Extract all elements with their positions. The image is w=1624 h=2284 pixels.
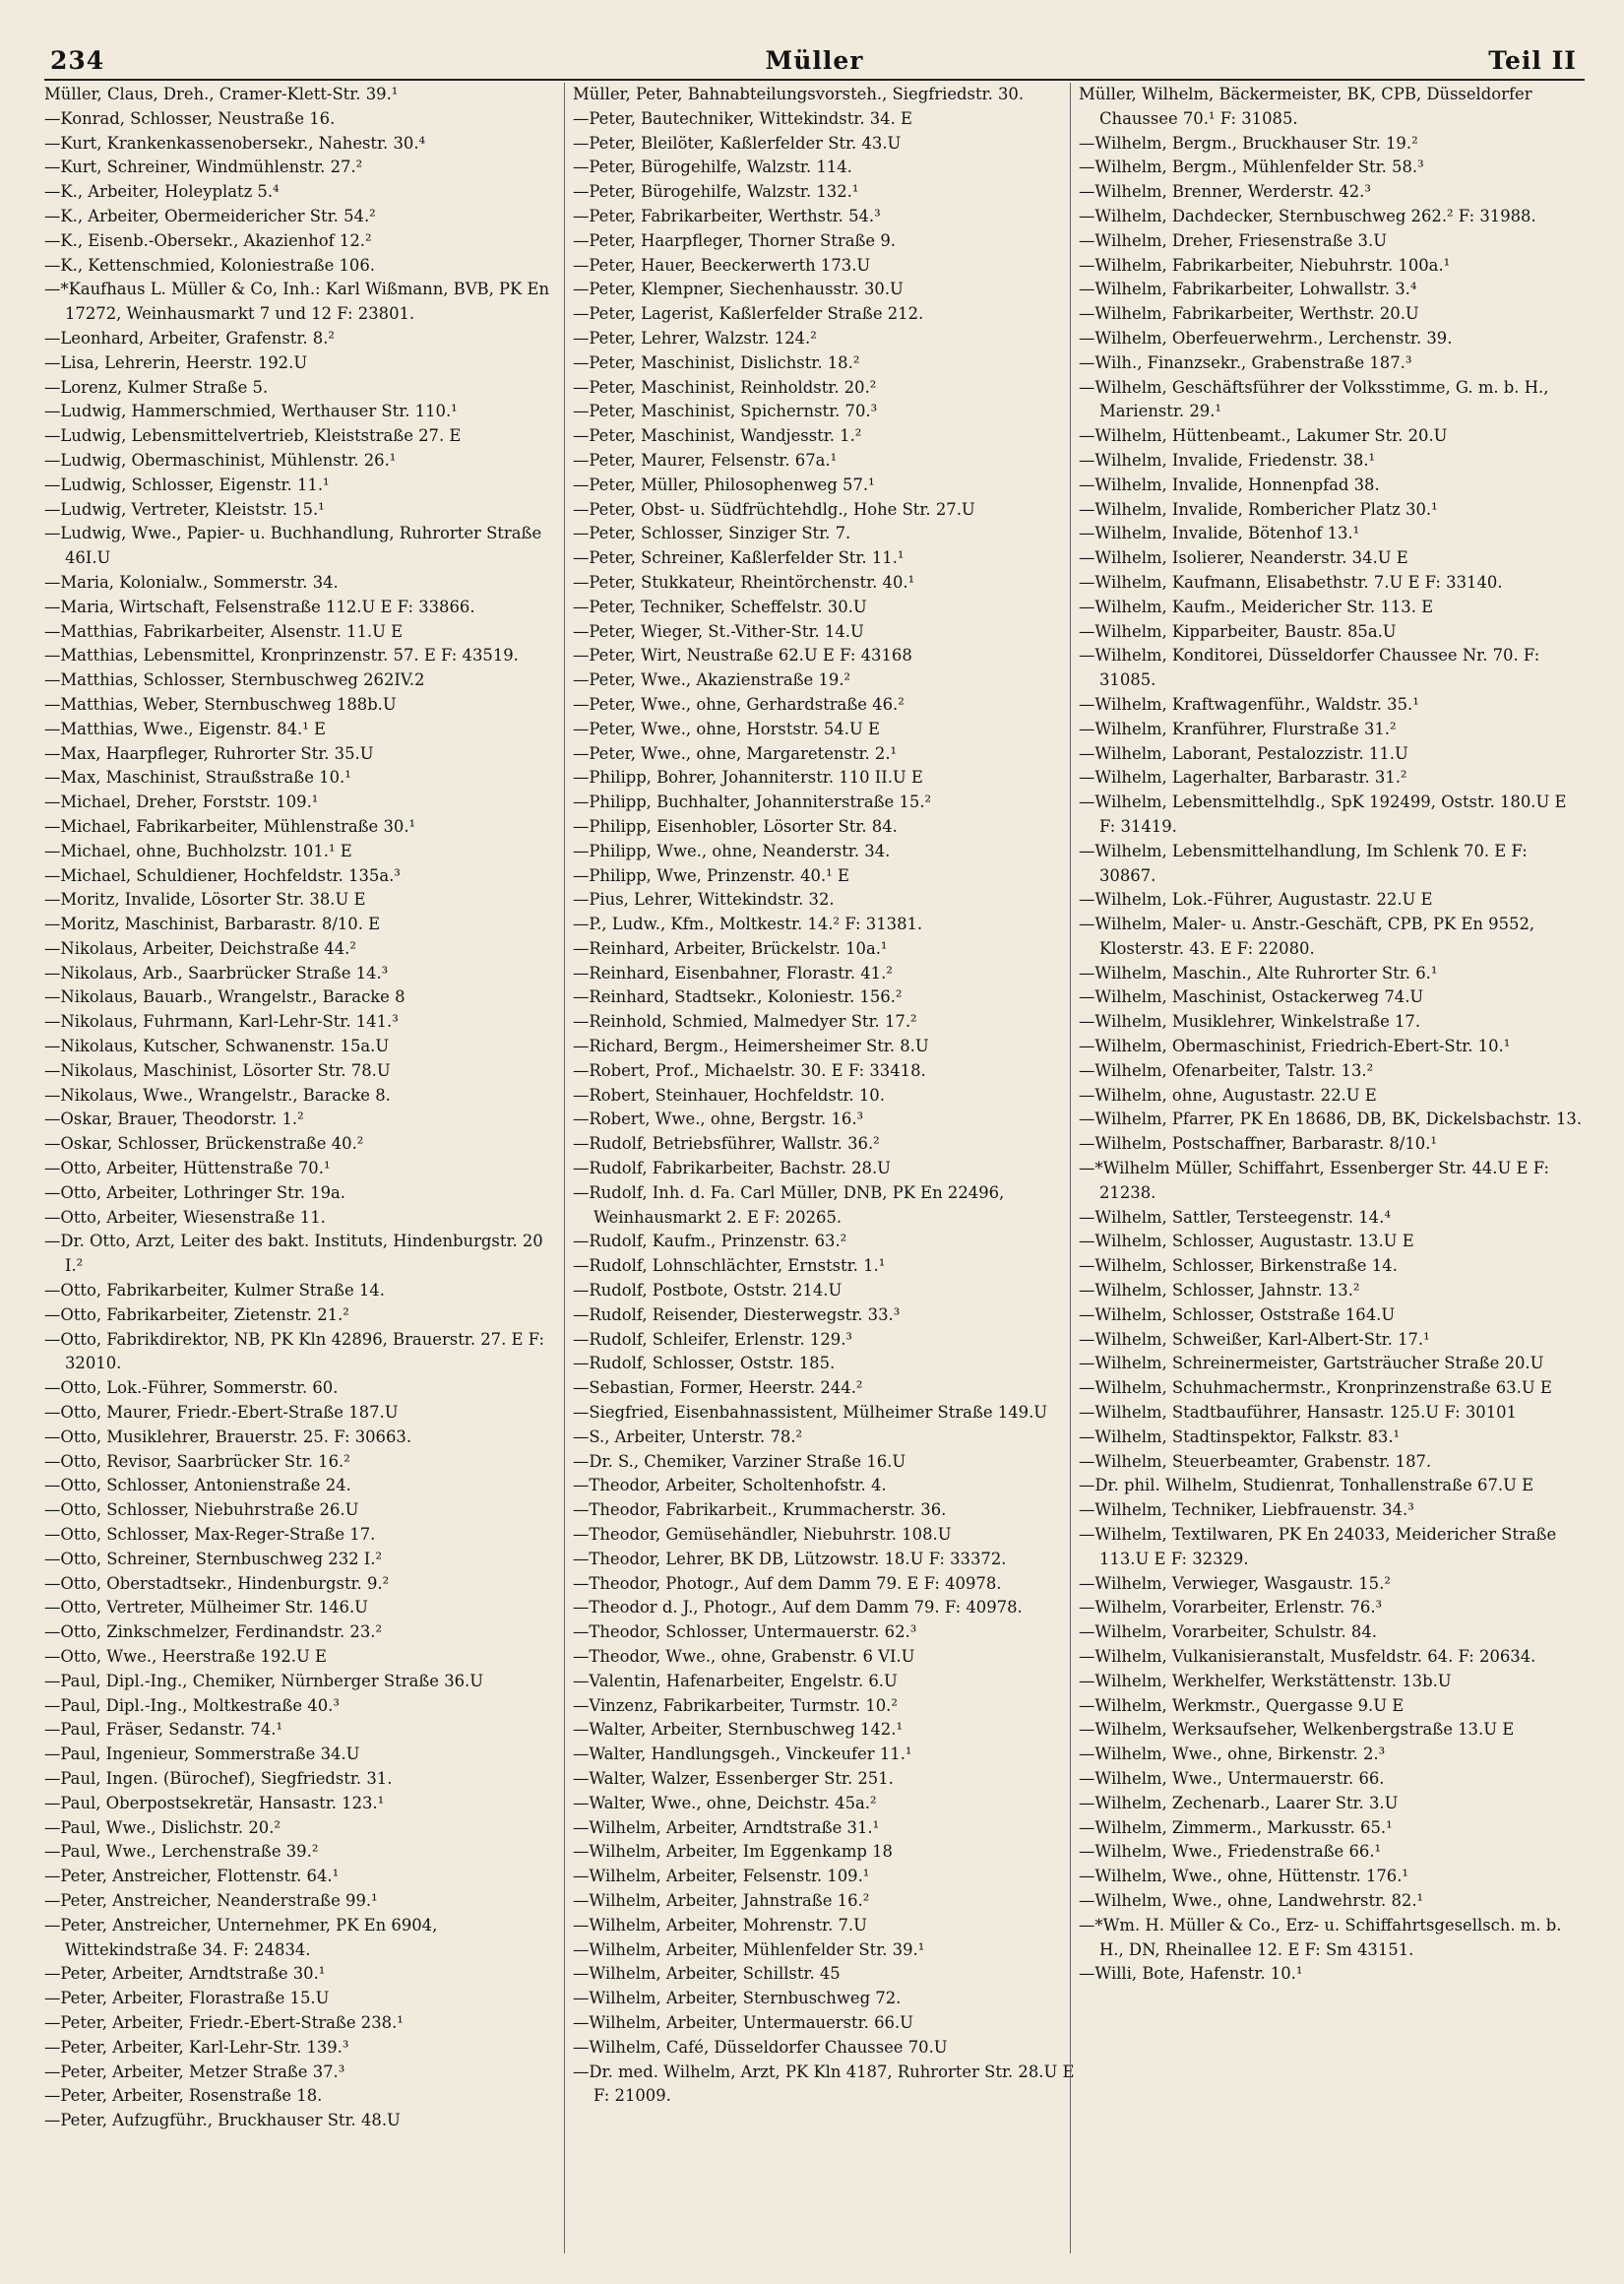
directory-entry: —Otto, Oberstadtsekr., Hindenburgstr. 9.² — [44, 1573, 390, 1593]
directory-entry: —Maria, Kolonialw., Sommerstr. 34. — [44, 572, 339, 592]
directory-entry: —Wilhelm, Kaufmann, Elisabethstr. 7.U E F: 33140. — [1079, 572, 1503, 592]
directory-entry: —Wilhelm, Brenner, Werderstr. 42.³ — [1079, 182, 1371, 202]
directory-entry: —Philipp, Wwe., ohne, Neanderstr. 34. — [573, 841, 891, 860]
directory-entry: —Otto, Schlosser, Antonienstraße 24. — [44, 1476, 351, 1495]
directory-entry: —Wilhelm, Werksaufseher, Welkenbergstraße 13.U E — [1079, 1720, 1515, 1740]
directory-entry: —Wilhelm, Lagerhalter, Barbarastr. 31.² — [1079, 768, 1407, 788]
directory-entry: —Matthias, Schlosser, Sternbuschweg 262IV.2 — [44, 670, 425, 690]
directory-entry: —Wilhelm, Stadtbauführer, Hansastr. 125.U F: 30101 — [1079, 1403, 1517, 1423]
directory-entry: —Peter, Wwe., ohne, Horststr. 54.U E — [573, 719, 880, 738]
directory-entry: —Dr. S., Chemiker, Varziner Straße 16.U — [573, 1451, 906, 1471]
directory-entry: —Otto, Arbeiter, Hüttenstraße 70.¹ — [44, 1159, 331, 1178]
directory-entry: —Wilhelm, ohne, Augustastr. 22.U E — [1079, 1085, 1377, 1105]
directory-entry: —Peter, Fabrikarbeiter, Werthstr. 54.³ — [573, 206, 881, 225]
directory-entry: —Peter, Maschinist, Reinholdstr. 20.² — [573, 377, 877, 397]
directory-entry: —S., Arbeiter, Unterstr. 78.² — [573, 1427, 803, 1446]
directory-entry: —Wilhelm, Schlosser, Birkenstraße 14. — [1079, 1256, 1398, 1276]
directory-entry: —Otto, Lok.-Führer, Sommerstr. 60. — [44, 1378, 339, 1398]
directory-entry: —Walter, Arbeiter, Sternbuschweg 142.¹ — [573, 1720, 904, 1740]
page-number: 234 — [50, 46, 105, 75]
directory-entry: —Paul, Dipl.-Ing., Chemiker, Nürnberger Straße 36.U — [44, 1671, 484, 1690]
directory-entry: —Peter, Wwe., ohne, Gerhardstraße 46.² — [573, 694, 905, 714]
directory-entry: —Otto, Musiklehrer, Brauerstr. 25. F: 30663. — [44, 1427, 412, 1446]
directory-entry: —Wilhelm, Textilwaren, PK En 24033, Meidericher Straße 113.U E F: 32329. — [1079, 1525, 1557, 1568]
directory-entry: —Wilhelm, Wwe., ohne, Hüttenstr. 176.¹ — [1079, 1867, 1408, 1886]
directory-entry: —Ludwig, Vertreter, Kleiststr. 15.¹ — [44, 499, 325, 519]
directory-entry: —Rudolf, Kaufm., Prinzenstr. 63.² — [573, 1232, 847, 1251]
directory-entry: —Wilhelm, Isolierer, Neanderstr. 34.U E — [1079, 548, 1408, 568]
directory-entry: Müller, Wilhelm, Bäckermeister, BK, CPB, Düsseldorfer Chaussee 70.¹ F: 31085. — [1079, 85, 1532, 128]
column-right — [1070, 83, 1584, 2253]
directory-entry: —Lisa, Lehrerin, Heerstr. 192.U — [44, 352, 308, 372]
directory-entry: —Moritz, Invalide, Lösorter Str. 38.U E — [44, 890, 366, 910]
directory-entry: —Wilhelm, Arbeiter, Untermauerstr. 66.U — [573, 2012, 913, 2032]
directory-entry: —Walter, Handlungsgeh., Vinckeufer 11.¹ — [573, 1745, 912, 1764]
directory-entry: —Philipp, Wwe, Prinzenstr. 40.¹ E — [573, 865, 849, 885]
directory-entry: —Wilhelm, Invalide, Bötenhof 13.¹ — [1079, 524, 1360, 543]
directory-entry: —Wilhelm, Bergm., Bruckhauser Str. 19.² — [1079, 133, 1418, 153]
directory-entry: —Paul, Ingenieur, Sommerstraße 34.U — [44, 1745, 360, 1764]
directory-entry: Müller, Claus, Dreh., Cramer-Klett-Str. 39.¹ — [44, 85, 399, 103]
directory-entry: —*Kaufhaus L. Müller & Co, Inh.: Karl Wißmann, BVB, PK En 17272, Weinhausmarkt 7 und 12 F: 23801. — [44, 280, 550, 324]
directory-entry: —Peter, Bürogehilfe, Walzstr. 114. — [573, 158, 852, 177]
directory-entry: —Peter, Schreiner, Kaßlerfelder Str. 11.¹ — [573, 548, 905, 568]
directory-entry: —Peter, Wwe., ohne, Margaretenstr. 2.¹ — [573, 743, 898, 763]
directory-entry: —Otto, Wwe., Heerstraße 192.U E — [44, 1647, 327, 1666]
directory-entry: —Otto, Fabrikdirektor, NB, PK Kln 42896, Brauerstr. 27. E F: 32010. — [44, 1329, 544, 1373]
directory-entry: —Peter, Arbeiter, Rosenstraße 18. — [44, 2086, 323, 2106]
directory-entry: —Rudolf, Lohnschlächter, Ernststr. 1.¹ — [573, 1256, 886, 1276]
directory-entry: —Otto, Fabrikarbeiter, Kulmer Straße 14. — [44, 1281, 385, 1301]
directory-entry: —Vinzenz, Fabrikarbeiter, Turmstr. 10.² — [573, 1695, 898, 1715]
directory-entry: —Theodor d. J., Photogr., Auf dem Damm 79. F: 40978. — [573, 1598, 1023, 1618]
directory-entry: —Wilhelm, Zimmerm., Markusstr. 65.¹ — [1079, 1817, 1393, 1837]
directory-entry: —Wilhelm, Arbeiter, Mohrenstr. 7.U — [573, 1915, 867, 1935]
directory-entry: —Peter, Techniker, Scheffelstr. 30.U — [573, 597, 867, 616]
directory-entry: —Kurt, Krankenkassenobersekr., Nahestr. 30.⁴ — [44, 133, 426, 153]
directory-entry: —Peter, Maschinist, Wandjesstr. 1.² — [573, 426, 862, 446]
directory-entry: —Max, Haarpfleger, Ruhrorter Str. 35.U — [44, 743, 374, 763]
directory-entry: —Michael, Schuldiener, Hochfeldstr. 135a.³ — [44, 865, 401, 885]
directory-entry: —Peter, Arbeiter, Karl-Lehr-Str. 139.³ — [44, 2037, 349, 2057]
directory-entry: —K., Arbeiter, Obermeidericher Str. 54.² — [44, 206, 376, 225]
directory-entry: —*Wilhelm Müller, Schiffahrt, Essenberger Str. 44.U E F: 21238. — [1079, 1159, 1550, 1202]
directory-entry: —Wilhelm, Maler- u. Anstr.-Geschäft, CPB, PK En 9552, Klosterstr. 43. E F: 22080. — [1079, 915, 1535, 958]
directory-entry: —Peter, Müller, Philosophenweg 57.¹ — [573, 475, 875, 494]
directory-entry: —Wilhelm, Oberfeuerwehrm., Lerchenstr. 39. — [1079, 328, 1453, 348]
directory-entry: —Wilhelm, Dreher, Friesenstraße 3.U — [1079, 230, 1388, 250]
directory-entry: —Rudolf, Fabrikarbeiter, Bachstr. 28.U — [573, 1159, 891, 1178]
directory-entry: —Sebastian, Former, Heerstr. 244.² — [573, 1378, 863, 1398]
directory-entry: —Matthias, Wwe., Eigenstr. 84.¹ E — [44, 719, 326, 738]
directory-entry: —Wilhelm, Techniker, Liebfrauenstr. 34.³ — [1079, 1500, 1414, 1520]
directory-entry: —Rudolf, Inh. d. Fa. Carl Müller, DNB, PK En 22496, Weinhausmarkt 2. E F: 20265. — [573, 1182, 1005, 1227]
directory-entry: —Rudolf, Postbote, Oststr. 214.U — [573, 1281, 843, 1301]
directory-entry: —Wilhelm, Steuerbeamter, Grabenstr. 187. — [1079, 1451, 1432, 1471]
directory-entry: —Wilhelm, Arbeiter, Jahnstraße 16.² — [573, 1890, 870, 1910]
directory-entry: —Wilhelm, Fabrikarbeiter, Werthstr. 20.U — [1079, 304, 1419, 324]
directory-entry: —Wilhelm, Maschinist, Ostackerweg 74.U — [1079, 987, 1424, 1007]
directory-entry: —Wilhelm, Lok.-Führer, Augustastr. 22.U E — [1079, 890, 1433, 910]
directory-entry: —Wilhelm, Arbeiter, Sternbuschweg 72. — [573, 1989, 902, 2008]
directory-entry: —Wilhelm, Arbeiter, Schillstr. 45 — [573, 1964, 841, 1984]
directory-entry: —Wilhelm, Arbeiter, Felsenstr. 109.¹ — [573, 1867, 870, 1886]
directory-entry: —Nikolaus, Arb., Saarbrücker Straße 14.³ — [44, 963, 389, 983]
directory-entry: —Peter, Anstreicher, Neanderstraße 99.¹ — [44, 1890, 378, 1910]
directory-entry: —Otto, Schlosser, Max-Reger-Straße 17. — [44, 1525, 376, 1545]
directory-entry: —Dr. Otto, Arzt, Leiter des bakt. Instituts, Hindenburgstr. 20 I.² — [44, 1232, 543, 1276]
directory-entry: —Theodor, Wwe., ohne, Grabenstr. 6 VI.U — [573, 1647, 915, 1666]
directory-entry: —Rudolf, Schlosser, Oststr. 185. — [573, 1354, 836, 1373]
directory-entry: —Wilhelm, Wwe., ohne, Birkenstr. 2.³ — [1079, 1745, 1386, 1764]
directory-entry: —Reinhard, Eisenbahner, Florastr. 41.² — [573, 963, 893, 983]
directory-entry: —Michael, Fabrikarbeiter, Mühlenstraße 30.¹ — [44, 816, 416, 836]
directory-entry: —Rudolf, Schleifer, Erlenstr. 129.³ — [573, 1329, 852, 1349]
directory-entry: —K., Eisenb.-Obersekr., Akazienhof 12.² — [44, 230, 372, 250]
directory-entry: —Theodor, Arbeiter, Scholtenhofstr. 4. — [573, 1476, 887, 1495]
directory-entry: —Philipp, Bohrer, Johanniterstr. 110 II.U E — [573, 768, 923, 788]
directory-entry: —Wilhelm, Musiklehrer, Winkelstraße 17. — [1079, 1012, 1421, 1032]
directory-entry: —Wilhelm, Vorarbeiter, Schulstr. 84. — [1079, 1622, 1377, 1642]
directory-entry: —Wilhelm, Kaufm., Meidericher Str. 113. E — [1079, 597, 1434, 616]
directory-entry: —Wilhelm, Postschaffner, Barbarastr. 8/10.¹ — [1079, 1134, 1437, 1154]
directory-entry: —Nikolaus, Wwe., Wrangelstr., Baracke 8. — [44, 1085, 391, 1105]
directory-entry: —Rudolf, Betriebsführer, Wallstr. 36.² — [573, 1134, 880, 1154]
directory-entry: —Paul, Wwe., Lerchenstraße 39.² — [44, 1842, 319, 1862]
directory-entry: —Paul, Ingen. (Bürochef), Siegfriedstr. 31. — [44, 1768, 393, 1788]
directory-entry: —Wilhelm, Arbeiter, Arndtstraße 31.¹ — [573, 1817, 880, 1837]
directory-entry: —Wilhelm, Arbeiter, Mühlenfelder Str. 39.¹ — [573, 1939, 925, 1959]
directory-entry: —Peter, Stukkateur, Rheintörchenstr. 40.¹ — [573, 572, 915, 592]
directory-entry: —Wilhelm, Verwieger, Wasgaustr. 15.² — [1079, 1573, 1391, 1593]
directory-entry: —Peter, Obst- u. Südfrüchtehdlg., Hohe Str. 27.U — [573, 499, 975, 519]
directory-entry: —Wilhelm, Bergm., Mühlenfelder Str. 58.³ — [1079, 158, 1424, 177]
directory-entry: —Paul, Fräser, Sedanstr. 74.¹ — [44, 1720, 283, 1740]
directory-entry: —Moritz, Maschinist, Barbarastr. 8/10. E — [44, 915, 381, 934]
directory-entry: —Wilhelm, Lebensmittelhandlung, Im Schlenk 70. E F: 30867. — [1079, 841, 1528, 885]
directory-entry: —Reinhard, Arbeiter, Brückelstr. 10a.¹ — [573, 938, 888, 958]
directory-entry: —Wilhelm, Schlosser, Augustastr. 13.U E — [1079, 1232, 1414, 1251]
part-label: Teil II — [1488, 46, 1577, 75]
directory-entry: —Maria, Wirtschaft, Felsenstraße 112.U E F: 33866. — [44, 597, 475, 616]
directory-entry: —Theodor, Fabrikarbeit., Krummacherstr. 36. — [573, 1500, 947, 1520]
directory-entry: —Otto, Schreiner, Sternbuschweg 232 I.² — [44, 1549, 383, 1568]
directory-entry: —Wilhelm, Maschin., Alte Ruhrorter Str. 6.¹ — [1079, 963, 1438, 983]
directory-entry: —Siegfried, Eisenbahnassistent, Mülheimer Straße 149.U — [573, 1403, 1048, 1423]
directory-entry: —Wilhelm, Werkmstr., Quergasse 9.U E — [1079, 1695, 1405, 1715]
directory-entry: —Wilhelm, Fabrikarbeiter, Niebuhrstr. 100a.¹ — [1079, 255, 1451, 275]
directory-entry: —Peter, Wwe., Akazienstraße 19.² — [573, 670, 851, 690]
directory-entry: —Wilhelm, Café, Düsseldorfer Chaussee 70.U — [573, 2037, 948, 2057]
directory-entry: —Konrad, Schlosser, Neustraße 16. — [44, 108, 336, 128]
directory-entry: —Wilhelm, Wwe., Friedenstraße 66.¹ — [1079, 1842, 1382, 1862]
column-left — [44, 83, 558, 2253]
directory-entry: —Peter, Arbeiter, Florastraße 15.U — [44, 1989, 330, 2008]
directory-entry: —Theodor, Photogr., Auf dem Damm 79. E F: 40978. — [573, 1573, 1002, 1593]
directory-entry: —Paul, Wwe., Dislichstr. 20.² — [44, 1817, 281, 1837]
directory-entry: —Theodor, Gemüsehändler, Niebuhrstr. 108.U — [573, 1525, 952, 1545]
directory-entry: —Peter, Wieger, St.-Vither-Str. 14.U — [573, 621, 864, 641]
directory-entry: —Peter, Maurer, Felsenstr. 67a.¹ — [573, 450, 838, 470]
directory-entry: —Kurt, Schreiner, Windmühlenstr. 27.² — [44, 158, 363, 177]
directory-entry: —Wilhelm, Invalide, Friedenstr. 38.¹ — [1079, 450, 1376, 470]
directory-entry: —Wilhelm, Stadtinspektor, Falkstr. 83.¹ — [1079, 1427, 1401, 1446]
directory-entry: —Wilhelm, Dachdecker, Sternbuschweg 262.² F: 31988. — [1079, 206, 1536, 225]
directory-entry: —Peter, Aufzugführ., Bruckhauser Str. 48.U — [44, 2111, 401, 2130]
directory-entry: —Wilh., Finanzsekr., Grabenstraße 187.³ — [1079, 352, 1412, 372]
directory-entry: —Wilhelm, Vorarbeiter, Erlenstr. 76.³ — [1079, 1598, 1383, 1618]
directory-entry: —Philipp, Eisenhobler, Lösorter Str. 84. — [573, 816, 898, 836]
directory-entry: —Wilhelm, Kranführer, Flurstraße 31.² — [1079, 719, 1397, 738]
directory-entry: —Nikolaus, Bauarb., Wrangelstr., Baracke 8 — [44, 987, 406, 1007]
directory-entry: —Otto, Zinkschmelzer, Ferdinandstr. 23.² — [44, 1622, 383, 1642]
directory-entry: —Otto, Schlosser, Niebuhrstraße 26.U — [44, 1500, 359, 1520]
directory-entry: —Peter, Arbeiter, Arndtstraße 30.¹ — [44, 1964, 326, 1984]
directory-entry: —Wilhelm, Geschäftsführer der Volksstimme, G. m. b. H., Marienstr. 29.¹ — [1079, 377, 1549, 421]
directory-entry: —Wilhelm, Kraftwagenführ., Waldstr. 35.¹ — [1079, 694, 1419, 714]
directory-entry: —Ludwig, Wwe., Papier- u. Buchhandlung, Ruhrorter Straße 46I.U — [44, 524, 542, 568]
directory-entry: —Peter, Maschinist, Dislichstr. 18.² — [573, 352, 860, 372]
directory-entry: —Wilhelm, Obermaschinist, Friedrich-Ebert-Str. 10.¹ — [1079, 1037, 1511, 1056]
directory-entry: —Nikolaus, Fuhrmann, Karl-Lehr-Str. 141.³ — [44, 1012, 399, 1032]
directory-entry: —Oskar, Schlosser, Brückenstraße 40.² — [44, 1134, 364, 1154]
directory-entry: —Wilhelm, Hüttenbeamt., Lakumer Str. 20.U — [1079, 426, 1448, 446]
directory-entry: —Otto, Maurer, Friedr.-Ebert-Straße 187.U — [44, 1403, 399, 1423]
directory-entry: —Matthias, Weber, Sternbuschweg 188b.U — [44, 694, 397, 714]
directory-entry: —Peter, Anstreicher, Unternehmer, PK En 6904, Wittekindstraße 34. F: 24834. — [44, 1915, 438, 1959]
directory-entry: —Wilhelm, Ofenarbeiter, Talstr. 13.² — [1079, 1060, 1374, 1080]
directory-entry: Müller, Peter, Bahnabteilungsvorsteh., Siegfriedstr. 30. — [573, 85, 1025, 103]
column-middle — [564, 83, 1079, 2253]
directory-entry: —Ludwig, Schlosser, Eigenstr. 11.¹ — [44, 475, 330, 494]
directory-entry: —Robert, Prof., Michaelstr. 30. E F: 33418. — [573, 1060, 926, 1080]
directory-entry: —Otto, Arbeiter, Wiesenstraße 11. — [44, 1207, 326, 1227]
directory-entry: —Peter, Schlosser, Sinziger Str. 7. — [573, 524, 851, 543]
directory-entry: —Paul, Oberpostsekretär, Hansastr. 123.¹ — [44, 1793, 385, 1812]
directory-entry: —Wilhelm, Schweißer, Karl-Albert-Str. 17.¹ — [1079, 1329, 1430, 1349]
directory-entry: —Otto, Vertreter, Mülheimer Str. 146.U — [44, 1598, 368, 1618]
directory-entry: —Matthias, Fabrikarbeiter, Alsenstr. 11.U E — [44, 621, 404, 641]
directory-entry: —Wilhelm, Wwe., Untermauerstr. 66. — [1079, 1768, 1385, 1788]
directory-entry: —Wilhelm, Laborant, Pestalozzistr. 11.U — [1079, 743, 1408, 763]
directory-entry: —Wilhelm, Sattler, Tersteegenstr. 14.⁴ — [1079, 1207, 1391, 1227]
directory-entry: —Ludwig, Obermaschinist, Mühlenstr. 26.¹ — [44, 450, 397, 470]
directory-entry: —Wilhelm, Konditorei, Düsseldorfer Chaussee Nr. 70. F: 31085. — [1079, 646, 1540, 690]
directory-entry: —Michael, ohne, Buchholzstr. 101.¹ E — [44, 841, 352, 860]
directory-entry: —Wilhelm, Arbeiter, Im Eggenkamp 18 — [573, 1842, 893, 1862]
directory-entry: —Wilhelm, Invalide, Honnenpfad 38. — [1079, 475, 1380, 494]
directory-entry: —Theodor, Lehrer, BK DB, Lützowstr. 18.U F: 33372. — [573, 1549, 1007, 1568]
directory-entry: —*Wm. H. Müller & Co., Erz- u. Schiffahrtsgesellsch. m. b. H., DN, Rheinallee 12. E F: Sm 43151. — [1079, 1915, 1562, 1959]
directory-entry: —Dr. phil. Wilhelm, Studienrat, Tonhallenstraße 67.U E — [1079, 1476, 1534, 1495]
directory-entry: —Wilhelm, Vulkanisieranstalt, Musfeldstr. 64. F: 20634. — [1079, 1647, 1536, 1666]
directory-entry: —P., Ludw., Kfm., Moltkestr. 14.² F: 31381. — [573, 915, 923, 934]
directory-entry: —Ludwig, Hammerschmied, Werthauser Str. 110.¹ — [44, 402, 458, 421]
directory-entry: —Oskar, Brauer, Theodorstr. 1.² — [44, 1110, 304, 1129]
directory-entry: —Richard, Bergm., Heimersheimer Str. 8.U — [573, 1037, 929, 1056]
directory-entry: —Wilhelm, Invalide, Rombericher Platz 30.¹ — [1079, 499, 1438, 519]
page-header — [44, 39, 1585, 81]
directory-entry: —Leonhard, Arbeiter, Grafenstr. 8.² — [44, 328, 336, 348]
directory-entry: —Max, Maschinist, Straußstraße 10.¹ — [44, 768, 351, 788]
directory-entry: —Wilhelm, Fabrikarbeiter, Lohwallstr. 3.⁴ — [1079, 280, 1417, 299]
directory-entry: —Peter, Arbeiter, Metzer Straße 37.³ — [44, 2062, 345, 2081]
directory-entry: —Peter, Bleilöter, Kaßlerfelder Str. 43.U — [573, 133, 902, 153]
directory-entry: —Wilhelm, Schlosser, Jahnstr. 13.² — [1079, 1281, 1360, 1301]
directory-entry: —Wilhelm, Schreinermeister, Gartsträucher Straße 20.U — [1079, 1354, 1544, 1373]
directory-entry: —K., Kettenschmied, Koloniestraße 106. — [44, 255, 375, 275]
directory-entry: —Otto, Arbeiter, Lothringer Str. 19a. — [44, 1182, 346, 1202]
directory-entry: —Theodor, Schlosser, Untermauerstr. 62.³ — [573, 1622, 917, 1642]
directory-entry: —Valentin, Hafenarbeiter, Engelstr. 6.U — [573, 1671, 898, 1690]
directory-entry: —Wilhelm, Schlosser, Oststraße 164.U — [1079, 1304, 1396, 1324]
directory-entry: —Rudolf, Reisender, Diesterwegstr. 33.³ — [573, 1304, 901, 1324]
directory-entry: —Peter, Lagerist, Kaßlerfelder Straße 212. — [573, 304, 924, 324]
directory-entry: —Walter, Wwe., ohne, Deichstr. 45a.² — [573, 1793, 877, 1812]
directory-entry: —Reinhard, Stadtsekr., Koloniestr. 156.² — [573, 987, 903, 1007]
directory-entry: —Wilhelm, Schuhmachermstr., Kronprinzenstraße 63.U E — [1079, 1378, 1552, 1398]
directory-entry: —Willi, Bote, Hafenstr. 10.¹ — [1079, 1964, 1303, 1984]
directory-entry: —Wilhelm, Pfarrer, PK En 18686, DB, BK, Dickelsbachstr. 13. — [1079, 1110, 1583, 1129]
directory-entry: —Matthias, Lebensmittel, Kronprinzenstr. 57. E F: 43519. — [44, 646, 519, 666]
directory-entry: —Peter, Maschinist, Spichernstr. 70.³ — [573, 402, 878, 421]
directory-entry: —Wilhelm, Werkhelfer, Werkstättenstr. 13b.U — [1079, 1671, 1452, 1690]
directory-entry: —Wilhelm, Lebensmittelhdlg., SpK 192499, Oststr. 180.U E F: 31419. — [1079, 793, 1567, 836]
directory-entry: —Wilhelm, Zechenarb., Laarer Str. 3.U — [1079, 1793, 1399, 1812]
directory-entry: —Peter, Wirt, Neustraße 62.U E F: 43168 — [573, 646, 912, 666]
directory-entry: —Dr. med. Wilhelm, Arzt, PK Kln 4187, Ruhrorter Str. 28.U E F: 21009. — [573, 2062, 1075, 2106]
directory-entry: —Peter, Lehrer, Walzstr. 124.² — [573, 328, 817, 348]
directory-entry: —Peter, Arbeiter, Friedr.-Ebert-Straße 238.¹ — [44, 2012, 404, 2032]
directory-entry: —Wilhelm, Kipparbeiter, Baustr. 85a.U — [1079, 621, 1397, 641]
directory-entry: —K., Arbeiter, Holeyplatz 5.⁴ — [44, 182, 280, 202]
directory-entry: —Robert, Wwe., ohne, Bergstr. 16.³ — [573, 1110, 864, 1129]
directory-entry: —Robert, Steinhauer, Hochfeldstr. 10. — [573, 1085, 885, 1105]
directory-entry: —Peter, Haarpfleger, Thorner Straße 9. — [573, 230, 896, 250]
directory-entry: —Peter, Bautechniker, Wittekindstr. 34. E — [573, 108, 912, 128]
directory-entry: —Nikolaus, Kutscher, Schwanenstr. 15a.U — [44, 1037, 390, 1056]
directory-entry: —Peter, Hauer, Beeckerwerth 173.U — [573, 255, 871, 275]
directory-entry: —Otto, Revisor, Saarbrücker Str. 16.² — [44, 1451, 350, 1471]
directory-entry: —Peter, Anstreicher, Flottenstr. 64.¹ — [44, 1867, 340, 1886]
directory-entry: —Michael, Dreher, Forststr. 109.¹ — [44, 793, 319, 812]
directory-entry: —Peter, Klempner, Siechenhausstr. 30.U — [573, 280, 904, 299]
directory-entry: —Nikolaus, Arbeiter, Deichstraße 44.² — [44, 938, 356, 958]
directory-entry: —Reinhold, Schmied, Malmedyer Str. 17.² — [573, 1012, 917, 1032]
directory-entry: —Peter, Bürogehilfe, Walzstr. 132.¹ — [573, 182, 859, 202]
directory-entry: —Pius, Lehrer, Wittekindstr. 32. — [573, 890, 835, 910]
directory-entry: —Lorenz, Kulmer Straße 5. — [44, 377, 269, 397]
directory-entry: —Otto, Fabrikarbeiter, Zietenstr. 21.² — [44, 1304, 349, 1324]
page-title: Müller — [765, 46, 864, 75]
directory-entry: —Philipp, Buchhalter, Johanniterstraße 15.² — [573, 793, 932, 812]
directory-entry: —Nikolaus, Maschinist, Lösorter Str. 78.U — [44, 1060, 391, 1080]
directory-entry: —Walter, Walzer, Essenberger Str. 251. — [573, 1768, 894, 1788]
directory-entry: —Wilhelm, Wwe., ohne, Landwehrstr. 82.¹ — [1079, 1890, 1424, 1910]
directory-entry: —Ludwig, Lebensmittelvertrieb, Kleiststraße 27. E — [44, 426, 462, 446]
directory-entry: —Paul, Dipl.-Ing., Moltkestraße 40.³ — [44, 1695, 340, 1715]
